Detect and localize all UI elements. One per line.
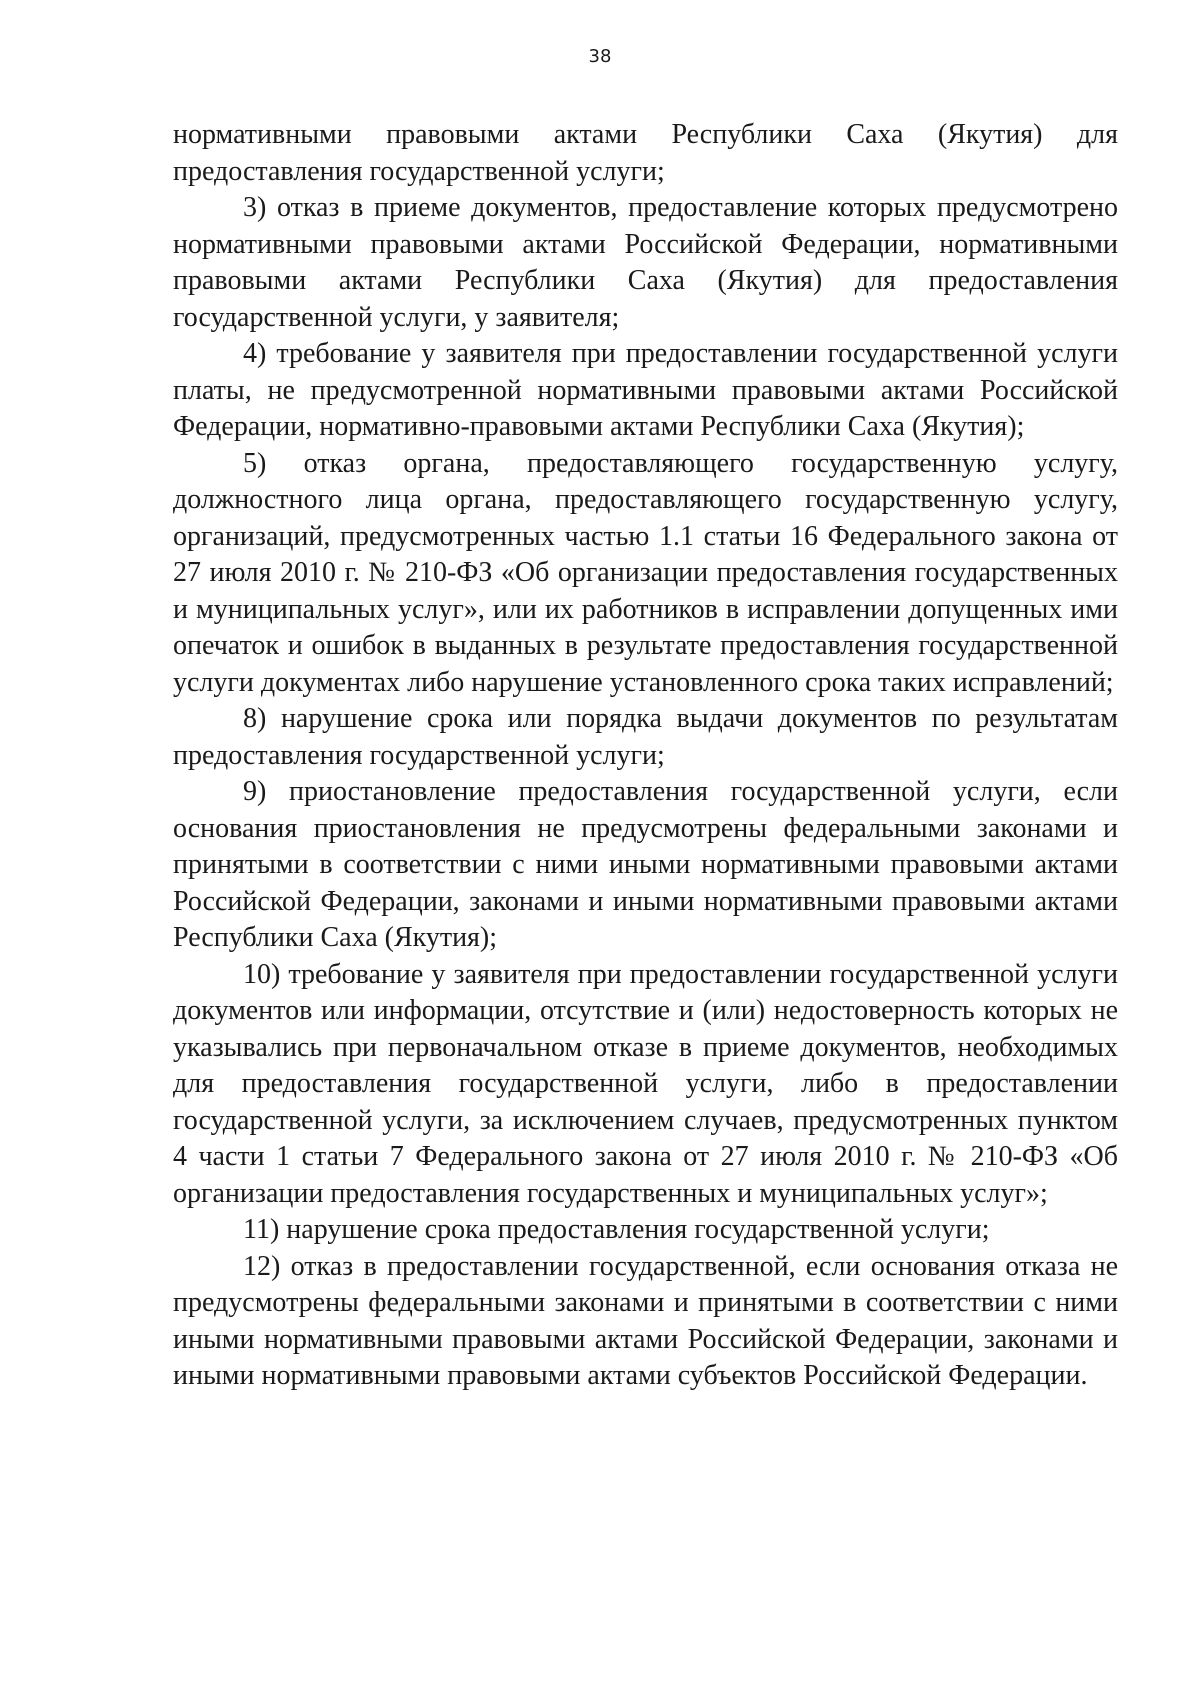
- paragraph-item-11: 11) нарушение срока предоставления государственной услуги;: [243, 1214, 990, 1245]
- paragraph-item-10: 10) требование у заявителя при предоставлении государственной услуги документов или информации, отсутствие и (или) недостоверность которых не указывались при первоначальном отказе в приеме документов, необходимых для предоставления государственной услуги, либо в предоставлении государственной услуги, за исключением случаев, предусмотренных пунктом 4 части 1 статьи 7 Федерального закона от 27 июля 2010 г. № 210-ФЗ «Об организации предоставления государственных и муниципальных услуг»;: [173, 958, 1118, 1209]
- paragraph-item-5: 5) отказ органа, предоставляющего государственную услугу, должностного лица органа, предоставляющего государственную услугу, организаций, предусмотренных частью 1.1 статьи 16 Федерального закона от 27 июля 2010 г. № 210-ФЗ «Об организации предоставления государственных и муниципальных услуг», или их работников в исправлении допущенных ими опечаток и ошибок в выданных в результате предоставления государственной услуги документах либо нарушение установленного срока таких исправлений;: [173, 447, 1118, 698]
- paragraph-item-9: 9) приостановление предоставления государственной услуги, если основания приостановления не предусмотрены федеральными законами и принятыми в соответствии с ними иными нормативными правовыми актами Российской Федерации, законами и иными нормативными правовыми актами Республики Саха (Якутия);: [173, 776, 1118, 953]
- paragraph-item-3: 3) отказ в приеме документов, предоставление которых предусмотрено нормативными правовыми актами Российской Федерации, нормативными правовыми актами Республики Саха (Якутия) для предоставления государственной услуги, у заявителя;: [173, 192, 1118, 333]
- page-number: 38: [588, 46, 612, 67]
- document-body: [173, 117, 1118, 1395]
- paragraph-item-12: 12) отказ в предоставлении государственной, если основания отказа не предусмотрены федеральными законами и принятыми в соответствии с ними иными нормативными правовыми актами Российской Федерации, законами и иными нормативными правовыми актами субъектов Российской Федерации.: [173, 1250, 1118, 1391]
- paragraph-continuation: нормативными правовыми актами Республики Саха (Якутия) для предоставления государственной услуги;: [173, 119, 1118, 187]
- paragraph-item-4: 4) требование у заявителя при предоставлении государственной услуги платы, не предусмотренной нормативными правовыми актами Российской Федерации, нормативно-правовыми актами Республики Саха (Якутия);: [173, 338, 1118, 442]
- paragraph-item-8: 8) нарушение срока или порядка выдачи документов по результатам предоставления государственной услуги;: [173, 703, 1118, 771]
